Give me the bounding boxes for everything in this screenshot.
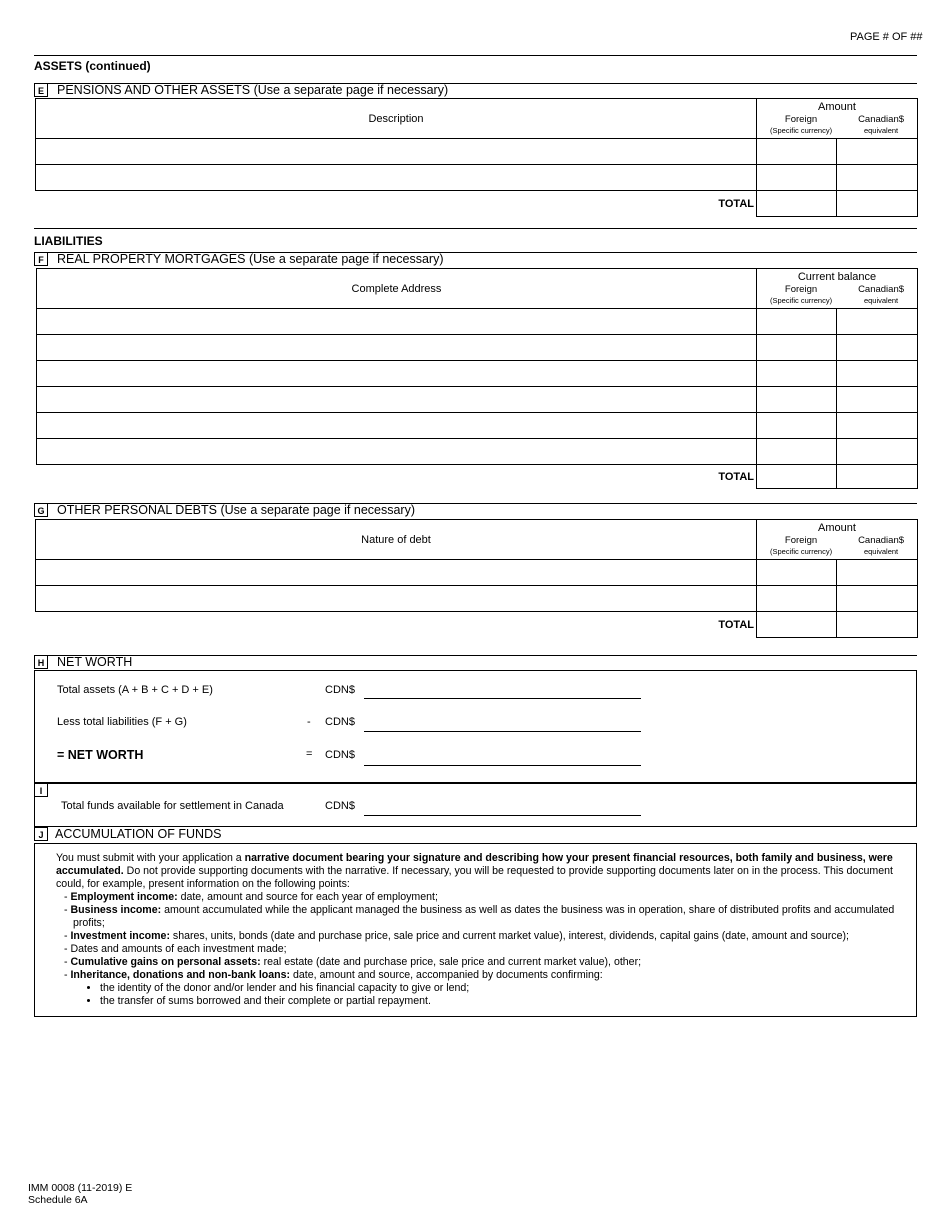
settlement-funds-field[interactable] [364, 815, 641, 816]
canadian-sub-label: equivalent [863, 547, 899, 556]
points-list [56, 891, 896, 982]
currency-label: CDN$ [325, 684, 355, 696]
canadian-amount-field[interactable] [837, 309, 918, 335]
foreign-amount-field[interactable] [757, 413, 837, 439]
column-header-nature-of-debt: Nature of debt [36, 520, 757, 560]
table-row [37, 335, 918, 361]
list-item: - Dates and amounts of each investment made; [64, 943, 287, 955]
item-text: date, amount and source for each year of employment; [177, 891, 438, 903]
table-row [37, 413, 918, 439]
canadian-amount-field[interactable] [837, 361, 918, 387]
list-item: - Employment income: date, amount and source for each year of employment; [64, 891, 438, 903]
table-row [36, 165, 918, 191]
section-j-title: ACCUMULATION OF FUNDS [55, 827, 222, 841]
intro-text: You must submit with your application a [56, 852, 245, 864]
debts-table [35, 519, 918, 638]
total-row [37, 465, 918, 489]
item-text: Dates and amounts of each investment made; [70, 943, 287, 955]
foreign-amount-field[interactable] [757, 361, 837, 387]
table-row [36, 560, 918, 586]
net-worth-label: = NET WORTH [57, 748, 144, 762]
currency-label: CDN$ [325, 749, 355, 761]
pensions-table [35, 98, 918, 217]
address-field[interactable] [37, 335, 757, 361]
section-h-title: NET WORTH [57, 655, 133, 669]
total-row [36, 612, 918, 638]
debt-description-field[interactable] [36, 586, 757, 612]
canadian-label: Canadian$ [858, 284, 905, 295]
section-f-letter: F [34, 252, 48, 266]
amount-title: Amount [818, 101, 856, 113]
currency-label: CDN$ [325, 716, 355, 728]
foreign-amount-field[interactable] [757, 560, 837, 586]
column-header-description: Description [36, 99, 757, 139]
form-footer [28, 1182, 132, 1206]
address-field[interactable] [37, 387, 757, 413]
canadian-sub-label: equivalent [863, 296, 899, 305]
total-liabilities-field[interactable] [364, 731, 641, 732]
section-h-letter: H [34, 655, 48, 669]
address-field[interactable] [37, 309, 757, 335]
canadian-amount-field[interactable] [837, 335, 918, 361]
canadian-amount-field[interactable] [837, 439, 918, 465]
list-item: - Cumulative gains on personal assets: real estate (date and purchase price, sale price and current market value), other; [64, 956, 642, 968]
equals-sign: = [306, 748, 313, 760]
canadian-total-field[interactable] [837, 612, 918, 638]
canadian-amount-field[interactable] [837, 586, 918, 612]
column-header-address: Complete Address [37, 269, 757, 309]
address-field[interactable] [37, 361, 757, 387]
list-item: - Business income: amount accumulated while the applicant managed the business as well as dates the business was in operation, share of distributed profits and accumulated profits; [64, 904, 895, 929]
foreign-amount-field[interactable] [757, 309, 837, 335]
section-i-letter: I [34, 783, 48, 797]
table-row [37, 361, 918, 387]
address-field[interactable] [37, 413, 757, 439]
list-item: - Inheritance, donations and non-bank loans: date, amount and source, accompanied by documents confirming: [64, 969, 603, 981]
total-assets-label: Total assets (A + B + C + D + E) [57, 684, 213, 696]
foreign-amount-field[interactable] [757, 335, 837, 361]
column-header-current-balance [757, 269, 918, 309]
column-header-amount [757, 520, 918, 560]
currency-label: CDN$ [325, 800, 355, 812]
foreign-amount-field[interactable] [757, 586, 837, 612]
minus-sign: - [307, 716, 311, 728]
item-text: real estate (date and purchase price, sale price and current market value), other; [260, 956, 642, 968]
item-text: shares, units, bonds (date and purchase price, sale price and current market value), interest, dividends, capital gains (date, amount and source); [169, 930, 849, 942]
canadian-sub-label: equivalent [863, 126, 899, 135]
description-field[interactable] [36, 165, 757, 191]
canadian-amount-field[interactable] [837, 560, 918, 586]
foreign-amount-field[interactable] [757, 139, 837, 165]
canadian-amount-field[interactable] [837, 139, 918, 165]
amount-title: Current balance [797, 271, 877, 283]
table-row [36, 586, 918, 612]
liabilities-heading: LIABILITIES [34, 234, 103, 248]
section-g-title: OTHER PERSONAL DEBTS (Use a separate page if necessary) [57, 503, 416, 517]
table-row [37, 387, 918, 413]
section-f-title: REAL PROPERTY MORTGAGES (Use a separate page if necessary) [57, 252, 444, 266]
canadian-amount-field[interactable] [837, 165, 918, 191]
total-row [36, 191, 918, 217]
foreign-sub-label: (Specific currency) [769, 547, 833, 556]
net-worth-field[interactable] [364, 765, 641, 766]
total-label: TOTAL [37, 465, 757, 489]
item-label: Employment income: [70, 891, 178, 903]
divider [34, 228, 917, 229]
list-item: • the identity of the donor and/or lender and his financial capacity to give or lend; [100, 982, 896, 995]
mortgages-table [36, 268, 918, 489]
canadian-total-field[interactable] [837, 191, 918, 217]
column-header-amount [757, 99, 918, 139]
assets-heading: ASSETS (continued) [34, 59, 151, 73]
section-e-letter: E [34, 83, 48, 97]
foreign-amount-field[interactable] [757, 387, 837, 413]
section-j-letter: J [34, 827, 48, 841]
address-field[interactable] [37, 439, 757, 465]
foreign-total-field[interactable] [757, 465, 837, 489]
divider [34, 55, 917, 56]
section-g-letter: G [34, 503, 48, 517]
item-label: Cumulative gains on personal assets: [70, 956, 261, 968]
foreign-total-field[interactable] [757, 612, 837, 638]
item-text: date, amount and source, accompanied by documents confirming: [290, 969, 603, 981]
item-label: Investment income: [70, 930, 170, 942]
total-assets-field[interactable] [364, 698, 641, 699]
canadian-amount-field[interactable] [837, 387, 918, 413]
amount-title: Amount [818, 522, 856, 534]
less-liabilities-label: Less total liabilities (F + G) [57, 716, 187, 728]
list-item: - Investment income: shares, units, bonds (date and purchase price, sale price and current market value), interest, dividends, capital gains (date, amount and source); [64, 930, 849, 942]
debt-description-field[interactable] [36, 560, 757, 586]
intro-text-cont: Do not provide supporting documents with the narrative. If necessary, you will be requested to provide supporting documents later on in the process. This document could, for example, present information on the following points: [56, 865, 893, 890]
total-label: TOTAL [36, 191, 757, 217]
table-row [36, 139, 918, 165]
settlement-funds-label: Total funds available for settlement in Canada [61, 800, 284, 812]
list-item: • the transfer of sums borrowed and their complete or partial repayment. [100, 995, 896, 1008]
foreign-amount-field[interactable] [757, 439, 837, 465]
item-text: amount accumulated while the applicant managed the business as well as dates the business was in operation, share of distributed profits and accumulated profits; [73, 904, 895, 929]
canadian-label: Canadian$ [858, 114, 905, 125]
table-row [37, 439, 918, 465]
item-label: Inheritance, donations and non-bank loans: [70, 969, 291, 981]
foreign-label: Foreign [784, 535, 818, 546]
accumulation-instructions [56, 852, 896, 1008]
foreign-sub-label: (Specific currency) [769, 296, 833, 305]
table-row [37, 309, 918, 335]
total-label: TOTAL [36, 612, 757, 638]
canadian-amount-field[interactable] [837, 413, 918, 439]
item-label: Business income: [70, 904, 162, 916]
sub-points-list [56, 982, 896, 1008]
foreign-label: Foreign [784, 284, 818, 295]
intro-bold-text: narrative document bearing your signature and describing how your present financial resources, both family and business, were accumulated. [56, 852, 893, 877]
canadian-total-field[interactable] [837, 465, 918, 489]
description-field[interactable] [36, 139, 757, 165]
divider [34, 655, 917, 656]
foreign-label: Foreign [784, 114, 818, 125]
section-e-title: PENSIONS AND OTHER ASSETS (Use a separate page if necessary) [57, 83, 449, 97]
page-number: PAGE # OF ## [850, 31, 923, 43]
foreign-amount-field[interactable] [757, 165, 837, 191]
schedule-label: Schedule 6A [28, 1194, 88, 1206]
foreign-total-field[interactable] [757, 191, 837, 217]
form-id: IMM 0008 (11-2019) E [28, 1182, 133, 1194]
canadian-label: Canadian$ [858, 535, 905, 546]
foreign-sub-label: (Specific currency) [769, 126, 833, 135]
